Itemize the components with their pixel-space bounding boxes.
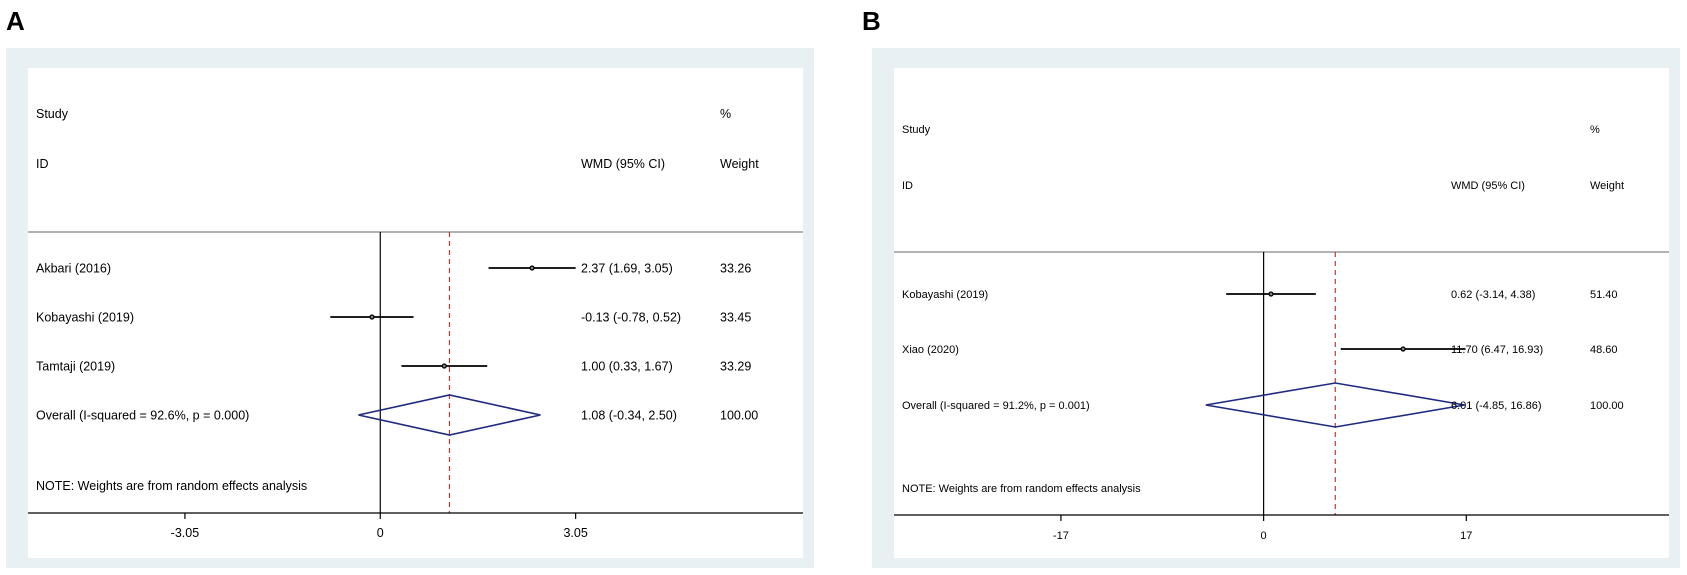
study-weight-box — [1270, 293, 1272, 295]
header-effect: WMD (95% CI) — [581, 157, 666, 171]
forest-plot-a — [6, 48, 814, 568]
study-label: Xiao (2020) — [902, 343, 959, 356]
study-weight-box — [443, 365, 445, 367]
study-weight: 51.40 — [1590, 288, 1618, 301]
forest-plot-a-frame — [6, 48, 814, 568]
header-id: ID — [36, 157, 49, 171]
header-weight: Weight — [1590, 180, 1625, 192]
study-ci-text: -0.13 (-0.78, 0.52) — [581, 310, 682, 325]
x-tick-label: -3.05 — [170, 526, 200, 540]
x-tick-label: 17 — [1460, 530, 1473, 542]
study-label: Tamtaji (2019) — [36, 359, 116, 374]
study-label: Akbari (2016) — [36, 261, 112, 276]
study-ci-text: 1.00 (0.33, 1.67) — [581, 359, 673, 374]
header-study: Study — [36, 107, 68, 121]
study-weight: 33.26 — [720, 261, 752, 276]
study-weight: 33.45 — [720, 310, 752, 325]
overall-weight: 100.00 — [1590, 399, 1624, 412]
overall-label: Overall (I-squared = 91.2%, p = 0.001) — [902, 399, 1090, 412]
study-weight: 33.29 — [720, 359, 752, 374]
study-weight-box — [371, 316, 373, 318]
forest-plot-b — [872, 48, 1680, 568]
overall-ci-text: 1.08 (-0.34, 2.50) — [581, 408, 677, 423]
study-ci-text: 2.37 (1.69, 3.05) — [581, 261, 673, 276]
study-ci-text: 0.62 (-3.14, 4.38) — [1451, 288, 1536, 301]
overall-ci-text: 6.01 (-4.85, 16.86) — [1451, 399, 1542, 412]
x-tick-label: 3.05 — [563, 526, 588, 540]
study-weight-box — [531, 267, 533, 269]
x-tick-label: 0 — [1260, 530, 1267, 542]
study-label: Kobayashi (2019) — [902, 288, 989, 301]
header-study: Study — [902, 124, 931, 136]
forest-plot-b-frame — [872, 48, 1680, 568]
header-id: ID — [902, 180, 913, 192]
panel-b-label: B — [862, 6, 881, 36]
overall-weight: 100.00 — [720, 408, 759, 423]
header-percent: % — [720, 107, 732, 121]
x-tick-label: 0 — [376, 526, 384, 540]
x-tick-label: -17 — [1052, 530, 1069, 542]
header-effect: WMD (95% CI) — [1451, 180, 1525, 192]
header-weight: Weight — [720, 157, 759, 171]
study-weight-box — [1402, 348, 1404, 350]
header-percent: % — [1590, 124, 1600, 136]
study-weight: 48.60 — [1590, 343, 1618, 356]
overall-label: Overall (I-squared = 92.6%, p = 0.000) — [36, 408, 250, 423]
panel-a-label: A — [6, 6, 25, 36]
note-text: NOTE: Weights are from random effects analysis — [36, 479, 308, 493]
study-label: Kobayashi (2019) — [36, 310, 134, 325]
note-text: NOTE: Weights are from random effects analysis — [902, 483, 1141, 495]
study-ci-text: 11.70 (6.47, 16.93) — [1451, 343, 1544, 356]
